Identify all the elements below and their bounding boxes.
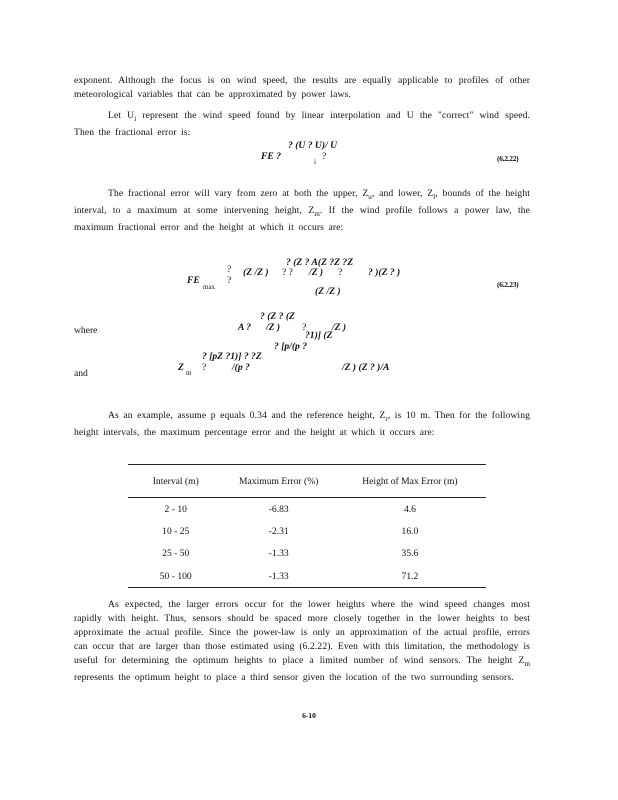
subscript-i: i bbox=[134, 114, 137, 123]
paragraph-example bbox=[74, 409, 530, 440]
cell-interval: 50 - 100 bbox=[128, 565, 224, 588]
eq22-numerator: ? (U ? U)/ U bbox=[288, 140, 338, 151]
paragraph-intro bbox=[74, 74, 530, 102]
cell-height: 4.6 bbox=[403, 503, 416, 515]
eq23-ratio2: /Z ) bbox=[309, 267, 324, 278]
subscript-m-2: m bbox=[524, 659, 530, 668]
eqa-ratio2: /Z ) bbox=[332, 322, 347, 333]
header-max-error: Maximum Error (%) bbox=[224, 465, 334, 498]
cell-interval: 10 - 25 bbox=[162, 525, 190, 537]
eq23-lhs: FE bbox=[187, 275, 200, 286]
eq23-top: ? (Z ? A(Z ?Z ?Z bbox=[286, 257, 354, 268]
subscript-m: m bbox=[314, 209, 320, 218]
text-represent: represent the wind speed found by linear interpolation and U the "correct" wind speed. Then the fractional error is: bbox=[74, 110, 530, 138]
cell-interval: 2 - 10 bbox=[164, 503, 187, 515]
text-fractional-d: . If the wind profile follows a power law, the maximum fractional error and the height at which it occurs are: bbox=[74, 204, 530, 233]
text-conclusion-b: represents the optimum height to place a third sensor given the location of the two surrounding sensors. bbox=[74, 671, 514, 683]
subscript-l: l bbox=[433, 192, 436, 201]
eq23-ops: ? ? bbox=[282, 267, 293, 278]
eqzm-top: ? [pZ ?1)] ? ?Z bbox=[202, 351, 262, 362]
paragraph-interpolation bbox=[74, 109, 530, 140]
text-example-a: As an example, assume p equals 0.34 and the reference height, Z bbox=[108, 410, 386, 421]
cell-height: 16.0 bbox=[401, 525, 419, 537]
cell-error: -6.83 bbox=[268, 503, 289, 515]
eqzm-right: /Z ) (Z ? )/A bbox=[342, 362, 390, 373]
paragraph-fractional-error bbox=[74, 187, 530, 235]
eq23-product: ? )(Z ? ) bbox=[368, 267, 401, 278]
subscript-u: u bbox=[368, 192, 372, 201]
eq23-ratio: (Z /Z ) bbox=[243, 267, 269, 278]
text-let-u: Let U bbox=[108, 110, 135, 121]
cell-height: 35.6 bbox=[401, 548, 419, 560]
eq23-lhs-subscript: max bbox=[203, 283, 216, 291]
eqa-op: ? bbox=[302, 322, 307, 333]
page-number: 6-10 bbox=[302, 711, 316, 720]
table-row bbox=[128, 565, 486, 588]
header-height: Height of Max Error (m) bbox=[334, 465, 486, 498]
table-row bbox=[128, 520, 486, 542]
table-row bbox=[128, 543, 486, 565]
text-conclusion-a: As expected, the larger errors occur for the lower heights where the wind speed changes most rapidly with height. Thus, sensors should be spaced more closely together in the lower heights to best approximate the actual profile. Since the power-law is only an approximation of the actual profile, errors can occur that are larger than those estimated using (6.2.22). Even with this limitation, the methodology is useful for determining the optimum heights to place a limited number of wind sensors. The height Z bbox=[74, 599, 530, 666]
table-header-row bbox=[128, 465, 486, 498]
eq22-lhs: FE ? bbox=[261, 151, 281, 162]
label-and: and bbox=[74, 368, 88, 379]
cell-error: -1.33 bbox=[268, 548, 289, 560]
text-example-b: , is 10 m. Then for the following height intervals, the maximum percentage error and the height at which it occurs are: bbox=[74, 410, 530, 438]
eq22-subscript: i bbox=[314, 158, 316, 166]
cell-height: 71.2 bbox=[334, 565, 486, 588]
eqzm-lhs: Z bbox=[178, 362, 184, 373]
eqa-denominator-2: ? [p/(p ? bbox=[274, 341, 308, 352]
header-interval: Interval (m) bbox=[128, 465, 224, 498]
text-fractional-a: The fractional error will vary from zero at both the upper, Z bbox=[108, 188, 369, 199]
eq23-denominator: (Z /Z ) bbox=[315, 286, 341, 297]
text-fractional-b: , and lower, Z bbox=[371, 188, 434, 199]
eq22-number: (6.2.22) bbox=[497, 154, 519, 163]
subscript-r: r bbox=[385, 414, 388, 423]
eq23-op: ? bbox=[338, 267, 343, 278]
eq23-q-upper: ? bbox=[227, 264, 232, 275]
paragraph-intro-text: exponent. Although the focus is on wind speed, the results are equally applicable to profiles of other meteorological variables that can be approximated by power laws. bbox=[74, 75, 530, 100]
eq22-symbol: ? bbox=[322, 151, 327, 162]
eqzm-symbol: ? bbox=[202, 362, 207, 373]
cell-error: -1.33 bbox=[224, 565, 334, 588]
error-table bbox=[128, 464, 486, 588]
eqa-lhs: A ? bbox=[238, 322, 252, 333]
text-fractional-c: , bounds of the height interval, to a maximum at some intervening height, Z bbox=[74, 188, 530, 216]
label-where: where bbox=[74, 325, 98, 336]
eqa-top: ? (Z ? (Z bbox=[260, 311, 295, 322]
table-row bbox=[128, 498, 486, 521]
eqzm-lhs-subscript: m bbox=[186, 369, 192, 377]
paragraph-conclusion bbox=[74, 598, 530, 685]
cell-error: -2.31 bbox=[268, 525, 289, 537]
eqa-ratio: /Z ) bbox=[266, 322, 281, 333]
cell-interval: 25 - 50 bbox=[162, 548, 190, 560]
eq23-number: (6.2.23) bbox=[497, 280, 519, 289]
eq23-q-lower: ? bbox=[227, 275, 232, 286]
eqzm-mid: /(p ? bbox=[232, 362, 250, 373]
eqa-denominator: ?1)] (Z bbox=[305, 330, 333, 341]
